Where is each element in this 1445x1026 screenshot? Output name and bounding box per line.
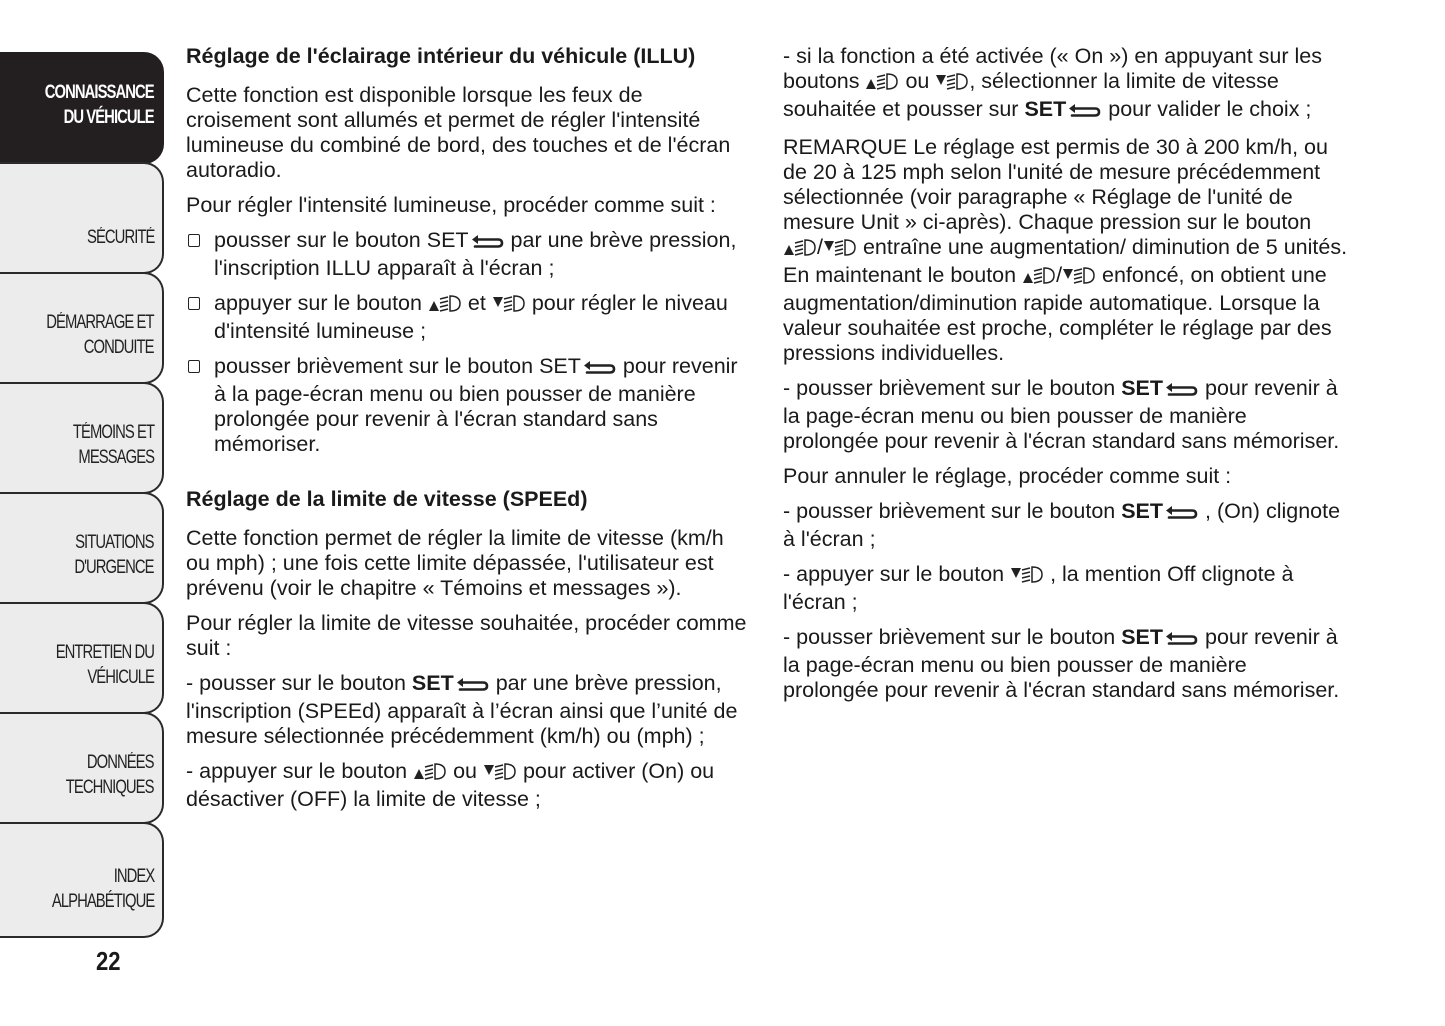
tab-label-line1: INDEX <box>113 866 154 887</box>
left-column <box>186 44 748 822</box>
list-item: pousser sur le bouton SET par une brève pression, l'inscription ILLU apparaît à l'écran ; <box>186 228 748 281</box>
tab-situations-durgence[interactable] <box>0 492 164 604</box>
return-arrow-icon <box>1163 379 1199 404</box>
tab-label-line2: CONDUITE <box>84 337 154 358</box>
up-light-icon <box>428 293 462 319</box>
page-number: 22 <box>96 946 121 976</box>
paragraph: - appuyer sur le bouton , la mention Off clignote à l'écran ; <box>783 562 1294 614</box>
tab-label-line1: TÉMOINS ET <box>72 422 154 443</box>
return-arrow-icon <box>469 231 505 256</box>
tab-label-line2: DU VÉHICULE <box>63 107 154 128</box>
tab-label-line1: SITUATIONS <box>75 532 154 553</box>
up-light-icon <box>1022 265 1056 291</box>
tab-label-line1: DONNÉES <box>87 752 154 773</box>
list-item: pousser brièvement sur le bouton SET pour revenir à la page-écran menu ou bien pousser de manière prolongée pour revenir à l'écran standard sans mémoriser. <box>186 354 748 457</box>
return-arrow-icon <box>454 674 490 699</box>
set-label: SET <box>1024 97 1067 121</box>
right-column <box>783 44 1348 713</box>
tab-connaissance-du-vehicule[interactable] <box>0 52 164 164</box>
tab-label-line2: ALPHABÉTIQUE <box>51 891 154 912</box>
return-arrow-icon <box>1163 628 1199 653</box>
section-title-speed: Réglage de la limite de vitesse (SPEEd) <box>186 487 588 511</box>
paragraph: Cette fonction est disponible lorsque les feux de croisement sont allumés et permet de régler l'intensité lumineuse du combiné de bord, des touches et de l'écran autoradio. <box>186 83 731 182</box>
up-light-icon <box>413 761 447 787</box>
up-light-icon <box>865 71 899 97</box>
set-label: SET <box>1121 376 1164 400</box>
tab-entretien-du-vehicule[interactable] <box>0 602 164 714</box>
paragraph: - pousser brièvement sur le bouton SET , (On) clignote à l'écran ; <box>783 499 1341 551</box>
section-title-illu: Réglage de l'éclairage intérieur du véhicule (ILLU) <box>186 44 696 68</box>
checkbox-bullet-icon <box>188 360 200 373</box>
tab-index-alphabetique[interactable] <box>0 822 164 938</box>
tab-label-line2: VÉHICULE <box>87 667 154 688</box>
return-arrow-icon <box>1163 502 1199 527</box>
return-arrow-icon <box>581 357 617 382</box>
set-label: SET <box>1121 625 1164 649</box>
paragraph: - pousser brièvement sur le bouton SET pour revenir à la page-écran menu ou bien pousser de manière prolongée pour revenir à l'écran standard sans mémoriser. <box>783 625 1340 702</box>
set-label: SET <box>411 671 454 695</box>
tab-label-line2: MESSAGES <box>78 447 154 468</box>
up-light-icon <box>783 237 817 263</box>
down-light-icon <box>1062 265 1096 291</box>
remark-paragraph: REMARQUE Le réglage est permis de 30 à 200 km/h, ou de 20 à 125 mph selon l'unité de mesure précédemment sélectionnée (voir paragraphe « Réglage de l'unité de mesure Unit » ci-après). Chaque pression sur le bouton / entraîne une augmentation/ diminution de 5 unités. En maintenant le bouton / enfoncé, on obtient une augmentation/diminution rapide automatique. Lorsque la valeur souhaitée est proche, compléter le réglage par des pressions individuelles. <box>783 135 1348 365</box>
down-light-icon <box>492 293 526 319</box>
checkbox-bullet-icon <box>188 297 200 310</box>
paragraph: - pousser brièvement sur le bouton SET pour revenir à la page-écran menu ou bien pousser de manière prolongée pour revenir à l'écran standard sans mémoriser. <box>783 376 1340 453</box>
paragraph: Pour annuler le réglage, procéder comme suit : <box>783 464 1232 488</box>
tab-demarrage-et-conduite[interactable] <box>0 272 164 384</box>
down-light-icon <box>483 761 517 787</box>
tab-label-line2: SÉCURITÉ <box>86 227 154 248</box>
paragraph: Pour régler l'intensité lumineuse, procéder comme suit : <box>186 193 716 217</box>
tab-donnees-techniques[interactable] <box>0 712 164 824</box>
paragraph: - appuyer sur le bouton ou pour activer (On) ou désactiver (OFF) la limite de vitesse ; <box>186 759 715 811</box>
return-arrow-icon <box>1066 100 1102 125</box>
set-label: SET <box>1121 499 1164 523</box>
tab-label-line1: ENTRETIEN DU <box>55 642 154 663</box>
paragraph: - pousser sur le bouton SET par une brève pression, l'inscription (SPEEd) apparaît à l’écran ainsi que l’unité de mesure sélectionnée précédemment (km/h) ou (mph) ; <box>186 671 738 748</box>
checkbox-bullet-icon <box>188 234 200 247</box>
paragraph: - si la fonction a été activée (« On ») en appuyant sur les boutons ou , sélectionner la limite de vitesse souhaitée et pousser sur SET pour valider le choix ; <box>783 44 1348 125</box>
paragraph: Cette fonction permet de régler la limite de vitesse (km/h ou mph) ; une fois cette limite dépassée, l'utilisateur est prévenu (voir le chapitre « Témoins et messages »). <box>186 526 724 600</box>
tab-temoins-et-messages[interactable] <box>0 382 164 494</box>
down-light-icon <box>935 71 969 97</box>
tab-securite[interactable] <box>0 162 164 274</box>
list-item: appuyer sur le bouton et pour régler le niveau d'intensité lumineuse ; <box>186 291 748 344</box>
down-light-icon <box>823 237 857 263</box>
checklist <box>186 228 748 457</box>
tab-label-line1: DÉMARRAGE ET <box>46 312 154 333</box>
paragraph: Pour régler la limite de vitesse souhaitée, procéder comme suit : <box>186 611 747 660</box>
tab-label-line2: TECHNIQUES <box>66 777 154 798</box>
tab-label-line1: CONNAISSANCE <box>45 82 154 103</box>
tab-label-line2: D'URGENCE <box>74 557 154 578</box>
down-light-icon <box>1010 564 1044 590</box>
